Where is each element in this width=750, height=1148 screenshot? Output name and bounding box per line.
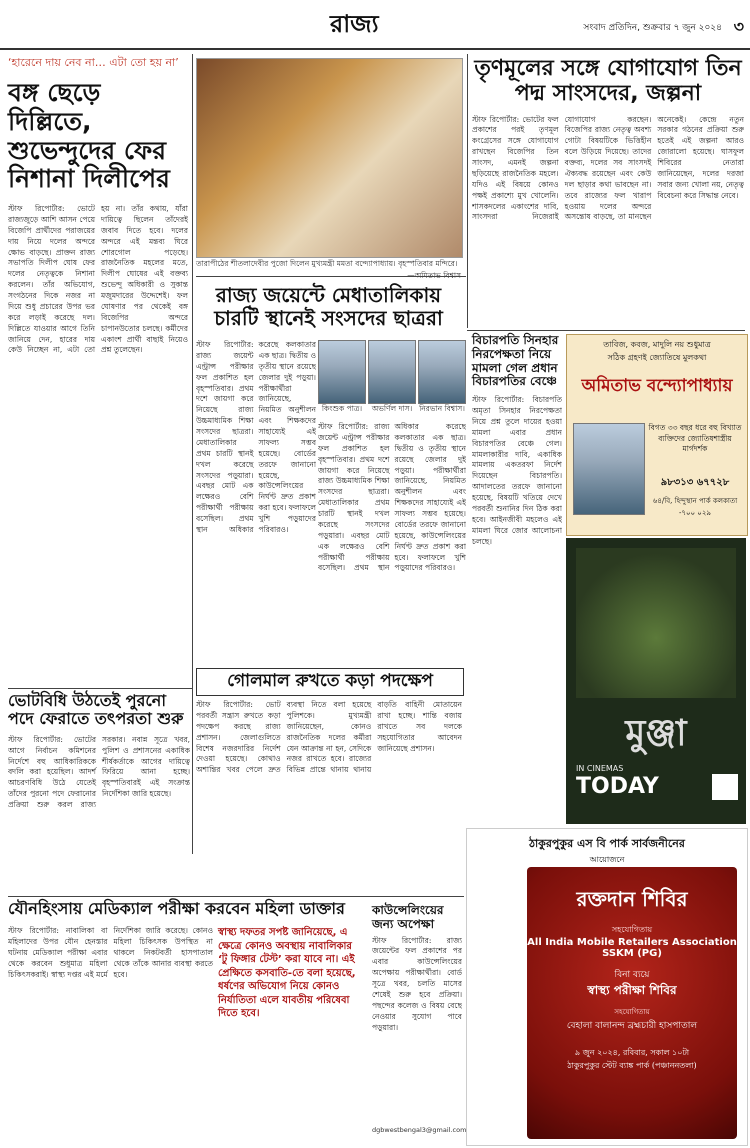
- qr-code-icon: [712, 774, 738, 800]
- ad-phone: ৯৮৩১৩ ৬৭৭২৮: [660, 477, 730, 488]
- story-headline[interactable]: বিচারপতি সিনহার নিরপেক্ষতা নিয়ে মামলা গেল প্রধান বিচারপতির বেঞ্চে: [472, 333, 559, 389]
- story-body: স্টাফ রিপোর্টার: ভোটের ফল প্রকাশের পরই তৃণমূল কংগ্রেসের সঙ্গে যোগাযোগ রাখছেন বিজেপির তিন সাংসদ, এমনই জল্পনা ছড়িয়েছে রাজনৈতিক মহলে। যদিও এই বিষয়ে কোনও পক্ষই প্রকাশ্যে মুখ খোলেনি। শাসকদলের একাংশের দাবি, সাংসদরা নিজেরাই যোগাযোগ করছেন। বিজেপির রাজ্য নেতৃত্ব অবশ্য গোটা বিষয়টিকে ভিত্তিহীন বলে উড়িয়ে দিয়েছে। তাদের বক্তব্য, দলের সব সাংসদই ঐক্যবদ্ধ রয়েছেন এবং কেউ দল ছাড়ার কথা ভাবছেন না। তবে রাজ্যের ফল খারাপ হওয়ায় দলের অন্দরে অসন্তোষ বাড়ছে, তা মানছেন অনেকেই। কেন্দ্রে নতুন সরকার গঠনের প্রক্রিয়া শুরু হতেই এই জল্পনা আরও জোরালো হয়েছে। ঘাসফুল শিবিরের নেতারা জানিয়েছেন, দলের দরজা সবার জন্য খোলা নয়, নেতৃত্ব বিবেচনা করে সিদ্ধান্ত নেবে।: [472, 114, 744, 222]
- film-today: TODAY: [576, 774, 659, 799]
- munjya-film-ad[interactable]: [566, 538, 746, 824]
- story-headline[interactable]: বঙ্গ ছেড়ে দিল্লিতে, শুভেন্দুদের ফের নিশানা দিলীপের: [8, 78, 170, 194]
- blood-drop-panel: [527, 867, 737, 1139]
- story-kicker: ‘হারেনে দায় নেব না… এটা তো হয় না’: [8, 56, 179, 69]
- story-headline[interactable]: তৃণমূলের সঙ্গে যোগাযোগ তিন পদ্ম সাংসদের, জল্পনা: [474, 56, 742, 107]
- film-poster-art: [576, 548, 736, 698]
- section-title: রাজ্য: [330, 10, 379, 38]
- ad-org: ঠাকুরপুকুর এস বি পার্ক সার্বজনীনের: [529, 837, 685, 850]
- story-body: স্টাফ রিপোর্টার: ভোট পরবর্তী সন্ত্রাস রুখতে কড়া পদক্ষেপ করছে রাজ্য প্রশাসন। জেলাগুলিতে বিশেষ নজরদারির নির্দেশ দেওয়া হয়েছে। কোথাও অশান্তির খবর পেলে দ্রুত ব্যবস্থা নিতে বলা হয়েছে পুলিশকে। মুখ্যমন্ত্রী জানিয়েছেন, কোনও রাজনৈতিক দলের কর্মীরা যেন আক্রান্ত না হন, সেদিকে নজর রাখতে হবে। রাজ্যের বিভিন্ন প্রান্তে থানায় থানায় বাড়তি বাহিনী মোতায়েন রাখা হচ্ছে। শান্তি বজায় রাখতে সব দলকে সহযোগিতার আবেদন জানিয়েছে প্রশাসন।: [196, 700, 462, 775]
- ad-health: স্বাস্থ্য পরীক্ষা শিবির: [587, 983, 677, 997]
- story-body: স্টাফ রিপোর্টার: বিচারপতি অমৃতা সিনহার নিরপেক্ষতা নিয়ে প্রশ্ন তুলে দায়ের হওয়া মামলা এবার প্রধান বিচারপতির বেঞ্চে গেল। মামলাকারীর দাবি, একাধিক মামলায় একতরফা নির্দেশ দিয়েছেন বিচারপতি। আদালতের তরফে জানানো হয়েছে, বিষয়টি খতিয়ে দেখে পরবর্তী শুনানির দিন ঠিক করা হবে। আইনজীবী মহলেও এই মামলা ঘিরে জোর আলোচনা চলছে।: [472, 395, 562, 546]
- section-rule: [196, 276, 466, 277]
- astrologer-portrait: [573, 423, 645, 515]
- film-title: মুঞ্জা: [625, 713, 687, 754]
- ad-title: রক্তদান শিবির: [576, 887, 688, 911]
- column-divider: [467, 54, 468, 328]
- page-header: [0, 0, 750, 50]
- ad-assoc: All India Mobile Retailers Association: [527, 937, 737, 948]
- ad-line: সঠিক গ্রহণই জ্যোতিষে মুলকথা: [607, 353, 707, 362]
- mamata-temple-photo: [196, 58, 463, 258]
- story-counselling: [372, 903, 467, 1134]
- blood-donation-ad[interactable]: [466, 828, 748, 1146]
- page-number: ৩: [733, 17, 744, 36]
- section-rule: [467, 330, 745, 331]
- ad-venue: ঠাকুরপুকুর স্টেট ব্যাঙ্ক পার্ক (পঞ্চাননতলা): [567, 1061, 697, 1070]
- ad-line: তাবিজ, কবজ, মাদুলি নয় শুধুমাত্র: [603, 340, 711, 349]
- story-medical-exam: [8, 899, 368, 1019]
- student-portrait: [368, 340, 416, 404]
- story-poll-code: [8, 692, 190, 905]
- ad-date: ৯ জুন ২০২৪, রবিবার, সকাল ১০টা: [574, 1048, 690, 1057]
- student-portrait: [418, 340, 466, 404]
- story-joint-results: [196, 284, 461, 330]
- ad-support2: সহযোগিতায়: [614, 1008, 650, 1016]
- story-headline[interactable]: কাউন্সেলিংয়ের জন্য অপেক্ষা: [372, 903, 444, 931]
- student-name: নিরভান বিশ্বাস।: [419, 404, 465, 413]
- story-body-continued: স্টাফ রিপোর্টার: রাজ্য জয়েন্ট এন্ট্রান্স পরীক্ষার ফল প্রকাশিত হল বৃহস্পতিবার। প্রথম দশে জায়গা করে নিয়েছে রাজ্য উচ্চমাধ্যমিক শিক্ষা সংসদের ছাত্ররা। মেধাতালিকার প্রথম চারটি স্থানই দখল করেছে সংসদের পড়ুয়ারা। এবছর মোট এক লক্ষেরও বেশি পরীক্ষার্থী পরীক্ষায় বসেছিল। প্রথম স্থান অধিকার করেছে কলকাতার এক ছাত্র। দ্বিতীয় ও তৃতীয় স্থানে রয়েছে জেলার দুই পড়ুয়া। পরীক্ষার্থীরা জানিয়েছে, নিয়মিত অনুশীলন এবং শিক্ষকদের সাহায্যেই এই সাফল্য সম্ভব হয়েছে। বোর্ডের তরফে জানানো হয়েছে, কাউন্সেলিংয়ের নির্ঘণ্ট দ্রুত প্রকাশ করা হবে। ফলাফলে খুশি পড়ুয়াদের পরিবারও।: [318, 422, 466, 573]
- column-divider: [192, 54, 193, 854]
- ad-hospital: বেহালা বালানন্দ ব্রহ্মচারী হাসপাতাল: [566, 1021, 698, 1031]
- story-tmc-contact: [472, 56, 744, 325]
- section-rule: [8, 896, 464, 897]
- film-tag: IN CINEMAS: [576, 764, 624, 773]
- photo-caption: তারাপীঠের শীতলাদেবীর পুজো দিলেন মুখ্যমন্ত্রী মমতা বন্দ্যোপাধ্যায়। বৃহস্পতিবার মন্দিরে।: [196, 259, 461, 283]
- student-portrait: [318, 340, 366, 404]
- section-rule: [8, 688, 192, 689]
- ad-organises: আয়োজনে: [589, 855, 625, 864]
- ad-sskm: SSKM (PG): [602, 948, 662, 959]
- ad-free: বিনা ব্যয়ে: [614, 970, 650, 980]
- ad-support: সহযোগিতায়: [611, 925, 653, 934]
- ad-desc: বিগত ৩৩ বছর ধরে বহু বিখ্যাত ব্যক্তিদের জ্যোতিষশাস্ত্রীয় মার্গদর্শক: [648, 423, 742, 453]
- student-name: অভর্ণিল দাস।: [371, 404, 413, 413]
- photo-credit: [407, 271, 461, 283]
- pull-quote: স্বাস্থ্য দফতর সপষ্ট জানিয়েছে, এ ক্ষেত্রে কোনও অবস্থায় নাবালিকার ‘টু ফিঙ্গার টেস্ট’ করা যাবে না। এই প্রেক্ষিতে কসবাতি-তে বলা হয়েছে, ধর্ষণের অভিযোগ নিয়ে কোনও নির্যাতিতা এলে যাবতীয় পরিষেবা দিতে হবে।: [218, 927, 356, 1019]
- story-body: স্টাফ রিপোর্টার: ভোটের আগে নির্বাচন কমিশনের নির্দেশে বহু আধিকারিককে বদলি করা হয়েছিল। আদর্শ আচরণবিধি উঠে যেতেই তাঁদের পুরনো পদে ফেরানোর প্রক্রিয়া শুরু করল রাজ্য সরকার। নবান্ন সূত্রে খবর, পুলিশ ও প্রশাসনের একাধিক শীর্ষকর্তাকে আগের দায়িত্বে ফিরিয়ে আনা হচ্ছে। বৃহস্পতিবারই এই সংক্রান্ত নির্দেশিকা জারি হয়েছে।: [8, 734, 190, 810]
- story-headline-box: [196, 668, 464, 696]
- story-headline[interactable]: গোলমাল রুখতে কড়া পদক্ষেপ: [227, 671, 433, 691]
- story-headline[interactable]: ভোটবিধি উঠতেই পুরনো পদে ফেরাতে তৎপরতা শুরু: [8, 691, 184, 729]
- ad-address: ৬৪/বি, হিন্দুস্থান পার্ক কলকাতা -৭০০ ০২৯: [652, 497, 738, 517]
- student-photos: [318, 340, 466, 418]
- story-headline[interactable]: রাজ্য জয়েন্টে মেধাতালিকায় চারটি স্থানেই সংসদের ছাত্ররা: [214, 283, 443, 330]
- story-body: স্টাফ রিপোর্টার: রাজ্য জয়েন্ট এন্ট্রান্স পরীক্ষার ফল প্রকাশিত হল বৃহস্পতিবার। প্রথম দশে জায়গা করে নিয়েছে রাজ্য উচ্চমাধ্যমিক শিক্ষা সংসদের ছাত্ররা। মেধাতালিকার প্রথম চারটি স্থানই দখল করেছে সংসদের পড়ুয়ারা। এবছর মোট এক লক্ষেরও বেশি পরীক্ষার্থী পরীক্ষায় বসেছিল। প্রথম স্থান অধিকার করেছে কলকাতার এক ছাত্র। দ্বিতীয় ও তৃতীয় স্থানে রয়েছে জেলার দুই পড়ুয়া। পরীক্ষার্থীরা জানিয়েছে, নিয়মিত অনুশীলন এবং শিক্ষকদের সাহায্যেই এই সাফল্য সম্ভব হয়েছে। বোর্ডের তরফে জানানো হয়েছে, কাউন্সেলিংয়ের নির্ঘণ্ট দ্রুত প্রকাশ করা হবে। ফলাফলে খুশি পড়ুয়াদের পরিবারও।: [196, 340, 316, 534]
- story-body: স্টাফ রিপোর্টার: ভোটে রাজ্যজুড়ে আশি আসন পেয়ে বিজেপি প্রার্থীদের পরাজয়ের দায় নিয়ে দলের অন্দরে ক্ষোভ বাড়ছে। প্রাক্তন রাজ্য সভাপতি দিলীপ ঘোষ ফের দলের নেতৃত্বকে নিশানা করলেন। তাঁর অভিযোগ, সংগঠনের দিকে নজর না দিয়ে শুধু প্রচারের উপর ভর করে লড়াই করেছে দল। দিল্লিতে যাওয়ার আগে তিনি জানিয়ে দেন, হারের দায় কেউ নিচ্ছেন না, এটা তো হয় না। তাঁর কথায়, যাঁরা দায়িত্বে ছিলেন তাঁদেরই জবাব দিতে হবে। দলের অন্দরে এই মন্তব্য ঘিরে শোরগোল পড়েছে। রাজনৈতিক মহলের মতে, দিলীপ ঘোষের এই বক্তব্য শুভেন্দু অধিকারী ও সুকান্ত মজুমদারের উদ্দেশেই। ফল ঘোষণার পর থেকেই বঙ্গ বিজেপির অন্দরে চাপানউতোর চলছে। কর্মীদের একাংশ প্রার্থী বাছাই নিয়েও প্রশ্ন তুলেছেন।: [8, 204, 188, 355]
- story-headline[interactable]: যৌনহিংসায় মেডিক্যাল পরীক্ষা করবেন মহিলা ডাক্তার: [8, 899, 345, 918]
- story-email[interactable]: dgbwestbengal3@gmail.com: [372, 1125, 467, 1134]
- astrologer-ad[interactable]: [566, 334, 748, 536]
- student-name: কিংশুক পাত্র।: [321, 404, 363, 413]
- story-body: স্টাফ রিপোর্টার: রাজ্য জয়েন্টের ফল প্রকাশের পর এবার কাউন্সেলিংয়ের অপেক্ষায় পরীক্ষার্থীরা। বোর্ড সূত্রে খবর, চলতি মাসের শেষেই শুরু হবে প্রক্রিয়া। পছন্দের কলেজ ও বিষয় বেছে নেওয়ার সুযোগ পাবে পড়ুয়ারা।: [372, 935, 462, 1032]
- astrologer-name: অমিতাভ বন্দ্যোপাধ্যায়: [581, 376, 733, 396]
- page-date: সংবাদ প্রতিদিন, শুক্রবার ৭ জুন ২০২৪: [583, 23, 722, 33]
- story-body: স্টাফ রিপোর্টার: নাবালিকা বা মহিলাদের উপর যৌন হেনস্তার ঘটনায় মেডিক্যাল পরীক্ষা এবার থেকে করবেন শুধুমাত্র মহিলা চিকিৎসকরাই। স্বাস্থ্য দপ্তর এই মর্মে নির্দেশিকা জারি করেছে। কোনও মহিলা চিকিৎসক উপস্থিত না থাকলে নিকটবর্তী হাসপাতাল থেকে তাঁকে আনার ব্যবস্থা করতে হবে।: [8, 926, 213, 979]
